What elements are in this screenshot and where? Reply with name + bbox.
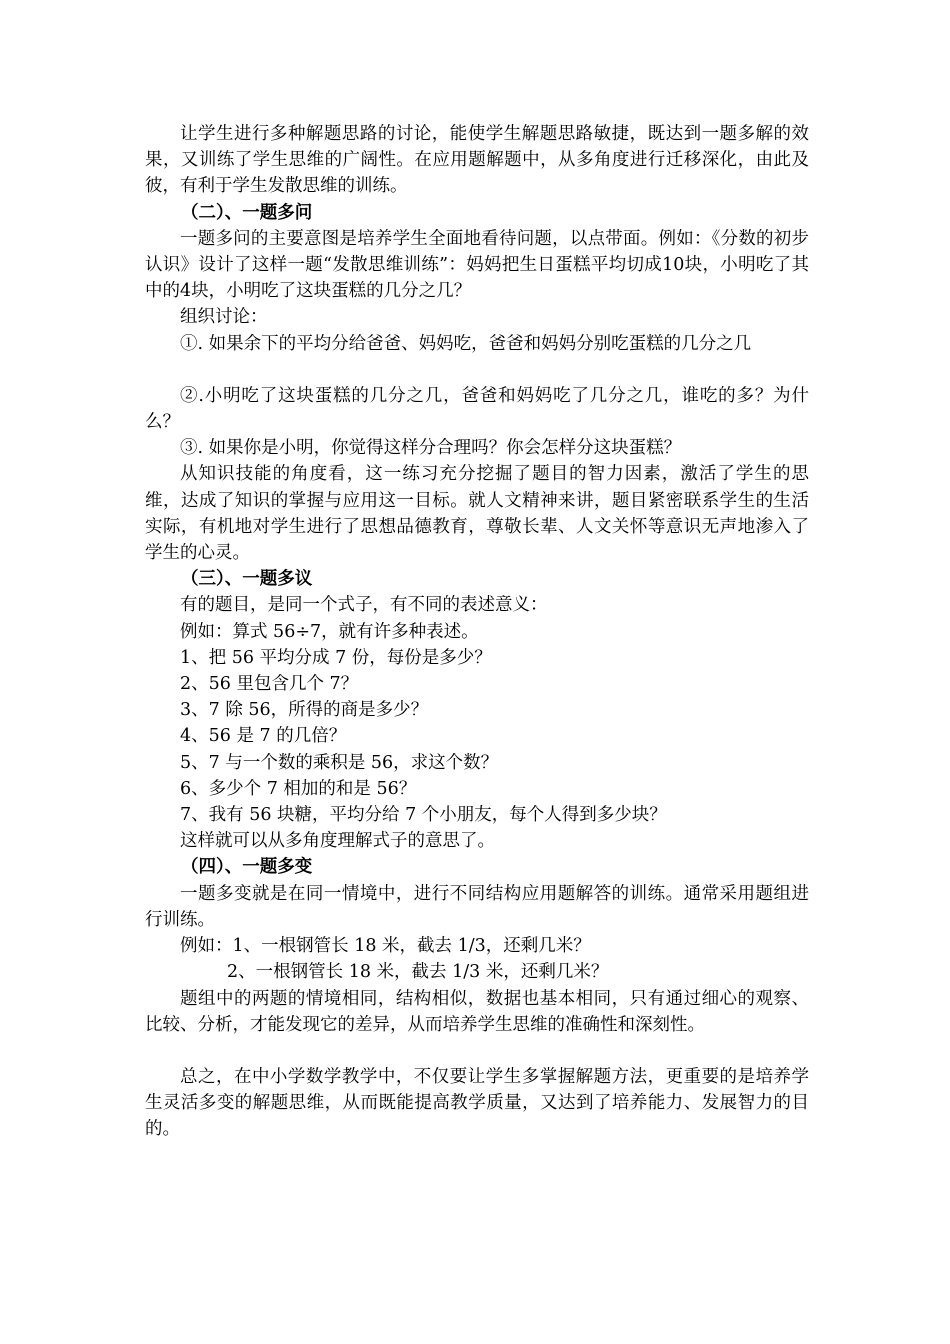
example-problem-2: 2、一根钢管长 18 米，截去 1/3 米，还剩几米？ — [227, 962, 609, 983]
section-heading-2: （二）、一题多问 — [181, 202, 313, 223]
paragraph-example-formula: 例如：算式 56÷7，就有许多种表述。 — [180, 621, 479, 642]
list-item-5: 5、7 与一个数的乘积是 56，求这个数？ — [180, 752, 499, 773]
list-item-2: 2、56 里包含几个 7？ — [180, 674, 359, 695]
discussion-question-1: ①. 如果余下的平均分给爸爸、妈妈吃，爸爸和妈妈分别吃蛋糕的几分之几 — [180, 333, 752, 354]
paragraph-multiple-questions: 一题多问的主要意图是培养学生全面地看待问题，以点带面。例如：《分数的初步认识》设计了这样一题“发散思维训练”：妈妈把生日蛋糕平均切成10块，小明吃了其中的4块，小明吃了这块蛋糕的几分之几？ — [145, 228, 809, 302]
blank-line — [145, 1038, 809, 1064]
paragraph-summary-formula: 这样就可以从多角度理解式子的意思了。 — [180, 831, 495, 852]
example-problem-1: 例如：1、一根钢管长 18 米，截去 1/3，还剩几米？ — [180, 936, 591, 957]
section-heading-3: （三）、一题多议 — [181, 569, 313, 590]
list-item-7: 7、我有 56 块糖，平均分给 7 个小朋友，每个人得到多少块？ — [180, 805, 667, 826]
paragraph-problem-group: 题组中的两题的情境相同，结构相似，数据也基本相同，只有通过细心的观察、比较、分析，才能发现它的差异，从而培养学生思维的准确性和深刻性。 — [145, 988, 809, 1035]
list-item-4: 4、56 是 7 的几倍？ — [180, 726, 347, 747]
paragraph-multiple-solutions: 让学生进行多种解题思路的讨论，能使学生解题思路敏捷，既达到一题多解的效果，又训练了学生思维的广阔性。在应用题解题中，从多角度进行迁移深化，由此及彼，有利于学生发散思维的训练。 — [145, 124, 809, 197]
paragraph-discussion-label: 组织讨论： — [180, 307, 268, 328]
list-item-3: 3、7 除 56，所得的商是多少？ — [180, 700, 429, 721]
blank-line — [145, 357, 809, 383]
section-heading-4: （四）、一题多变 — [181, 857, 313, 878]
list-item-1: 1、把 56 平均分成 7 份，每份是多少？ — [180, 647, 492, 668]
document-body — [145, 121, 809, 1143]
discussion-question-2: ②.小明吃了这块蛋糕的几分之几，爸爸和妈妈吃了几分之几，谁吃的多？为什么？ — [145, 385, 809, 433]
list-item-6: 6、多少个 7 相加的和是 56？ — [180, 778, 417, 799]
paragraph-same-formula: 有的题目，是同一个式子，有不同的表述意义： — [180, 595, 548, 616]
paragraph-knowledge-skills: 从知识技能的角度看，这一练习充分挖掘了题目的智力因素，激活了学生的思维，达成了知识的掌握与应用这一目标。就人文精神来讲，题目紧密联系学生的生活实际，有机地对学生进行了思想品德教育，尊敬长辈、人文关怀等意识无声地渗入了学生的心灵。 — [145, 464, 809, 564]
paragraph-multiple-variations: 一题多变就是在同一情境中，进行不同结构应用题解答的训练。通常采用题组进行训练。 — [145, 883, 809, 930]
discussion-question-3: ③. 如果你是小明，你觉得这样分合理吗？你会怎样分这块蛋糕？ — [180, 438, 682, 459]
paragraph-conclusion: 总之，在中小学数学教学中，不仅要让学生多掌握解题方法，更重要的是培养学生灵活多变的解题思维，从而既能提高教学质量，又达到了培养能力、发展智力的目的。 — [145, 1066, 809, 1140]
